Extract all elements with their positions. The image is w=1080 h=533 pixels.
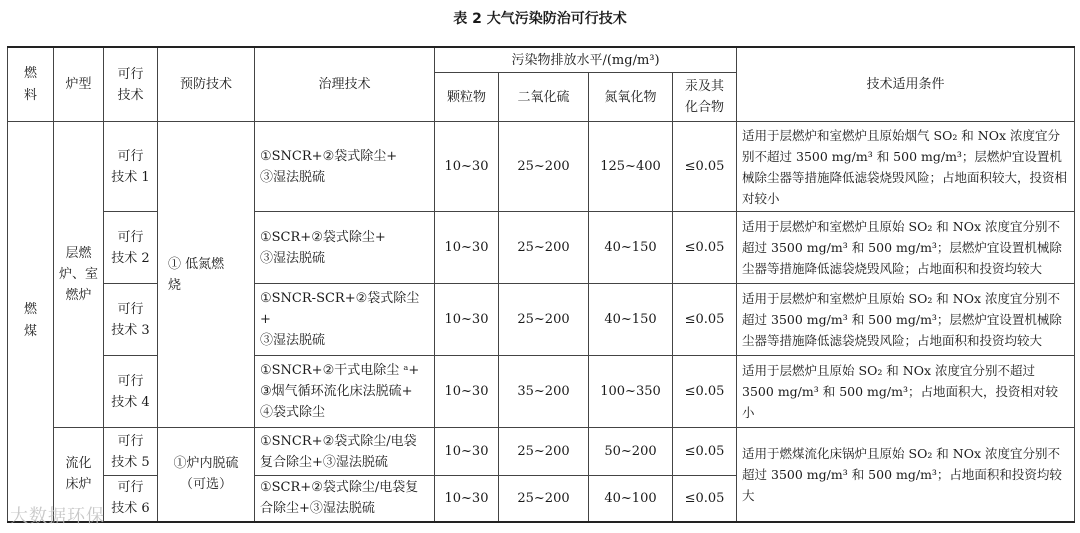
header-hg: 汞及其 化合物 (673, 73, 737, 122)
tech-cell: 可行 技术 2 (104, 212, 158, 284)
header-fuel: 燃 料 (8, 47, 54, 122)
pm-cell: 10~30 (435, 476, 499, 522)
treatment-cell: ①SNCR+②干式电除尘 ᵃ+ ③烟气循环流化床法脱硫+ ④袋式除尘 (255, 356, 435, 428)
so2-cell: 25~200 (499, 428, 589, 476)
header-so2: 二氧化硫 (499, 73, 589, 122)
condition-cell: 适用于燃煤流化床锅炉且原始 SO₂ 和 NOx 浓度宜分别不超过 3500 mg/m³ 和 500 mg/m³；占地面积和投资均较大 (737, 428, 1075, 522)
treatment-cell: ①SCR+②袋式除尘/电袋复 合除尘+③湿法脱硫 (255, 476, 435, 522)
fuel-cell: 燃 煤 (8, 122, 54, 522)
treatment-cell: ①SNCR+②袋式除尘+ ③湿法脱硫 (255, 122, 435, 212)
treatment-cell: ①SNCR+②袋式除尘/电袋 复合除尘+③湿法脱硫 (255, 428, 435, 476)
watermark-text: 大数据环保 (10, 506, 105, 527)
tech-cell: 可行 技术 4 (104, 356, 158, 428)
header-furnace: 炉型 (54, 47, 104, 122)
nox-cell: 40~150 (589, 284, 673, 356)
nox-cell: 125~400 (589, 122, 673, 212)
condition-cell: 适用于层燃炉和室燃炉且原始 SO₂ 和 NOx 浓度宜分别不超过 3500 mg/m³ 和 500 mg/m³；层燃炉宜设置机械除尘器等措施降低滤袋烧毁风险；占地面积和投资均较大 (737, 284, 1075, 356)
header-treatment: 治理技术 (255, 47, 435, 122)
header-nox: 氮氧化物 (589, 73, 673, 122)
treatment-cell: ①SCR+②袋式除尘+ ③湿法脱硫 (255, 212, 435, 284)
pm-cell: 10~30 (435, 356, 499, 428)
hg-cell: ≤0.05 (673, 428, 737, 476)
nox-cell: 40~100 (589, 476, 673, 522)
hg-cell: ≤0.05 (673, 212, 737, 284)
treatment-cell: ①SNCR-SCR+②袋式除尘+ ③湿法脱硫 (255, 284, 435, 356)
prevention-cell-low-nox: ① 低氮燃 烧 (158, 122, 255, 428)
pm-cell: 10~30 (435, 122, 499, 212)
pm-cell: 10~30 (435, 428, 499, 476)
so2-cell: 25~200 (499, 122, 589, 212)
furnace-cell-fluidized: 流化 床炉 (54, 428, 104, 522)
tech-cell: 可行 技术 3 (104, 284, 158, 356)
nox-cell: 50~200 (589, 428, 673, 476)
hg-cell: ≤0.05 (673, 122, 737, 212)
condition-cell: 适用于层燃炉且原始 SO₂ 和 NOx 浓度宜分别不超过 3500 mg/m³ 和 500 mg/m³；占地面积大，投资相对较小 (737, 356, 1075, 428)
so2-cell: 25~200 (499, 284, 589, 356)
tech-cell: 可行 技术 1 (104, 122, 158, 212)
furnace-cell-grate: 层燃 炉、室 燃炉 (54, 122, 104, 428)
header-tech: 可行 技术 (104, 47, 158, 122)
header-emission-level: 污染物排放水平/(mg/m³) (435, 47, 737, 73)
condition-cell: 适用于层燃炉和室燃炉且原始 SO₂ 和 NOx 浓度宜分别不超过 3500 mg/m³ 和 500 mg/m³；层燃炉宜设置机械除尘器等措施降低滤袋烧毁风险；占地面积和投资均较大 (737, 212, 1075, 284)
table-title: 表 2 大气污染防治可行技术 (453, 11, 627, 27)
hg-cell: ≤0.05 (673, 284, 737, 356)
nox-cell: 100~350 (589, 356, 673, 428)
header-pm: 颗粒物 (435, 73, 499, 122)
pm-cell: 10~30 (435, 212, 499, 284)
prevention-cell-desulfurization: ①炉内脱硫 （可选） (158, 428, 255, 522)
header-prevention: 预防技术 (158, 47, 255, 122)
so2-cell: 25~200 (499, 212, 589, 284)
so2-cell: 25~200 (499, 476, 589, 522)
pm-cell: 10~30 (435, 284, 499, 356)
feasible-tech-table (7, 46, 1075, 523)
condition-cell: 适用于层燃炉和室燃炉且原始烟气 SO₂ 和 NOx 浓度宜分别不超过 3500 mg/m³ 和 500 mg/m³；层燃炉宜设置机械除尘器等措施降低滤袋烧毁风险；占地面积较大，投资相对较小 (737, 122, 1075, 212)
tech-cell: 可行 技术 6 (104, 476, 158, 522)
header-condition: 技术适用条件 (737, 47, 1075, 122)
tech-cell: 可行 技术 5 (104, 428, 158, 476)
nox-cell: 40~150 (589, 212, 673, 284)
hg-cell: ≤0.05 (673, 356, 737, 428)
so2-cell: 35~200 (499, 356, 589, 428)
hg-cell: ≤0.05 (673, 476, 737, 522)
